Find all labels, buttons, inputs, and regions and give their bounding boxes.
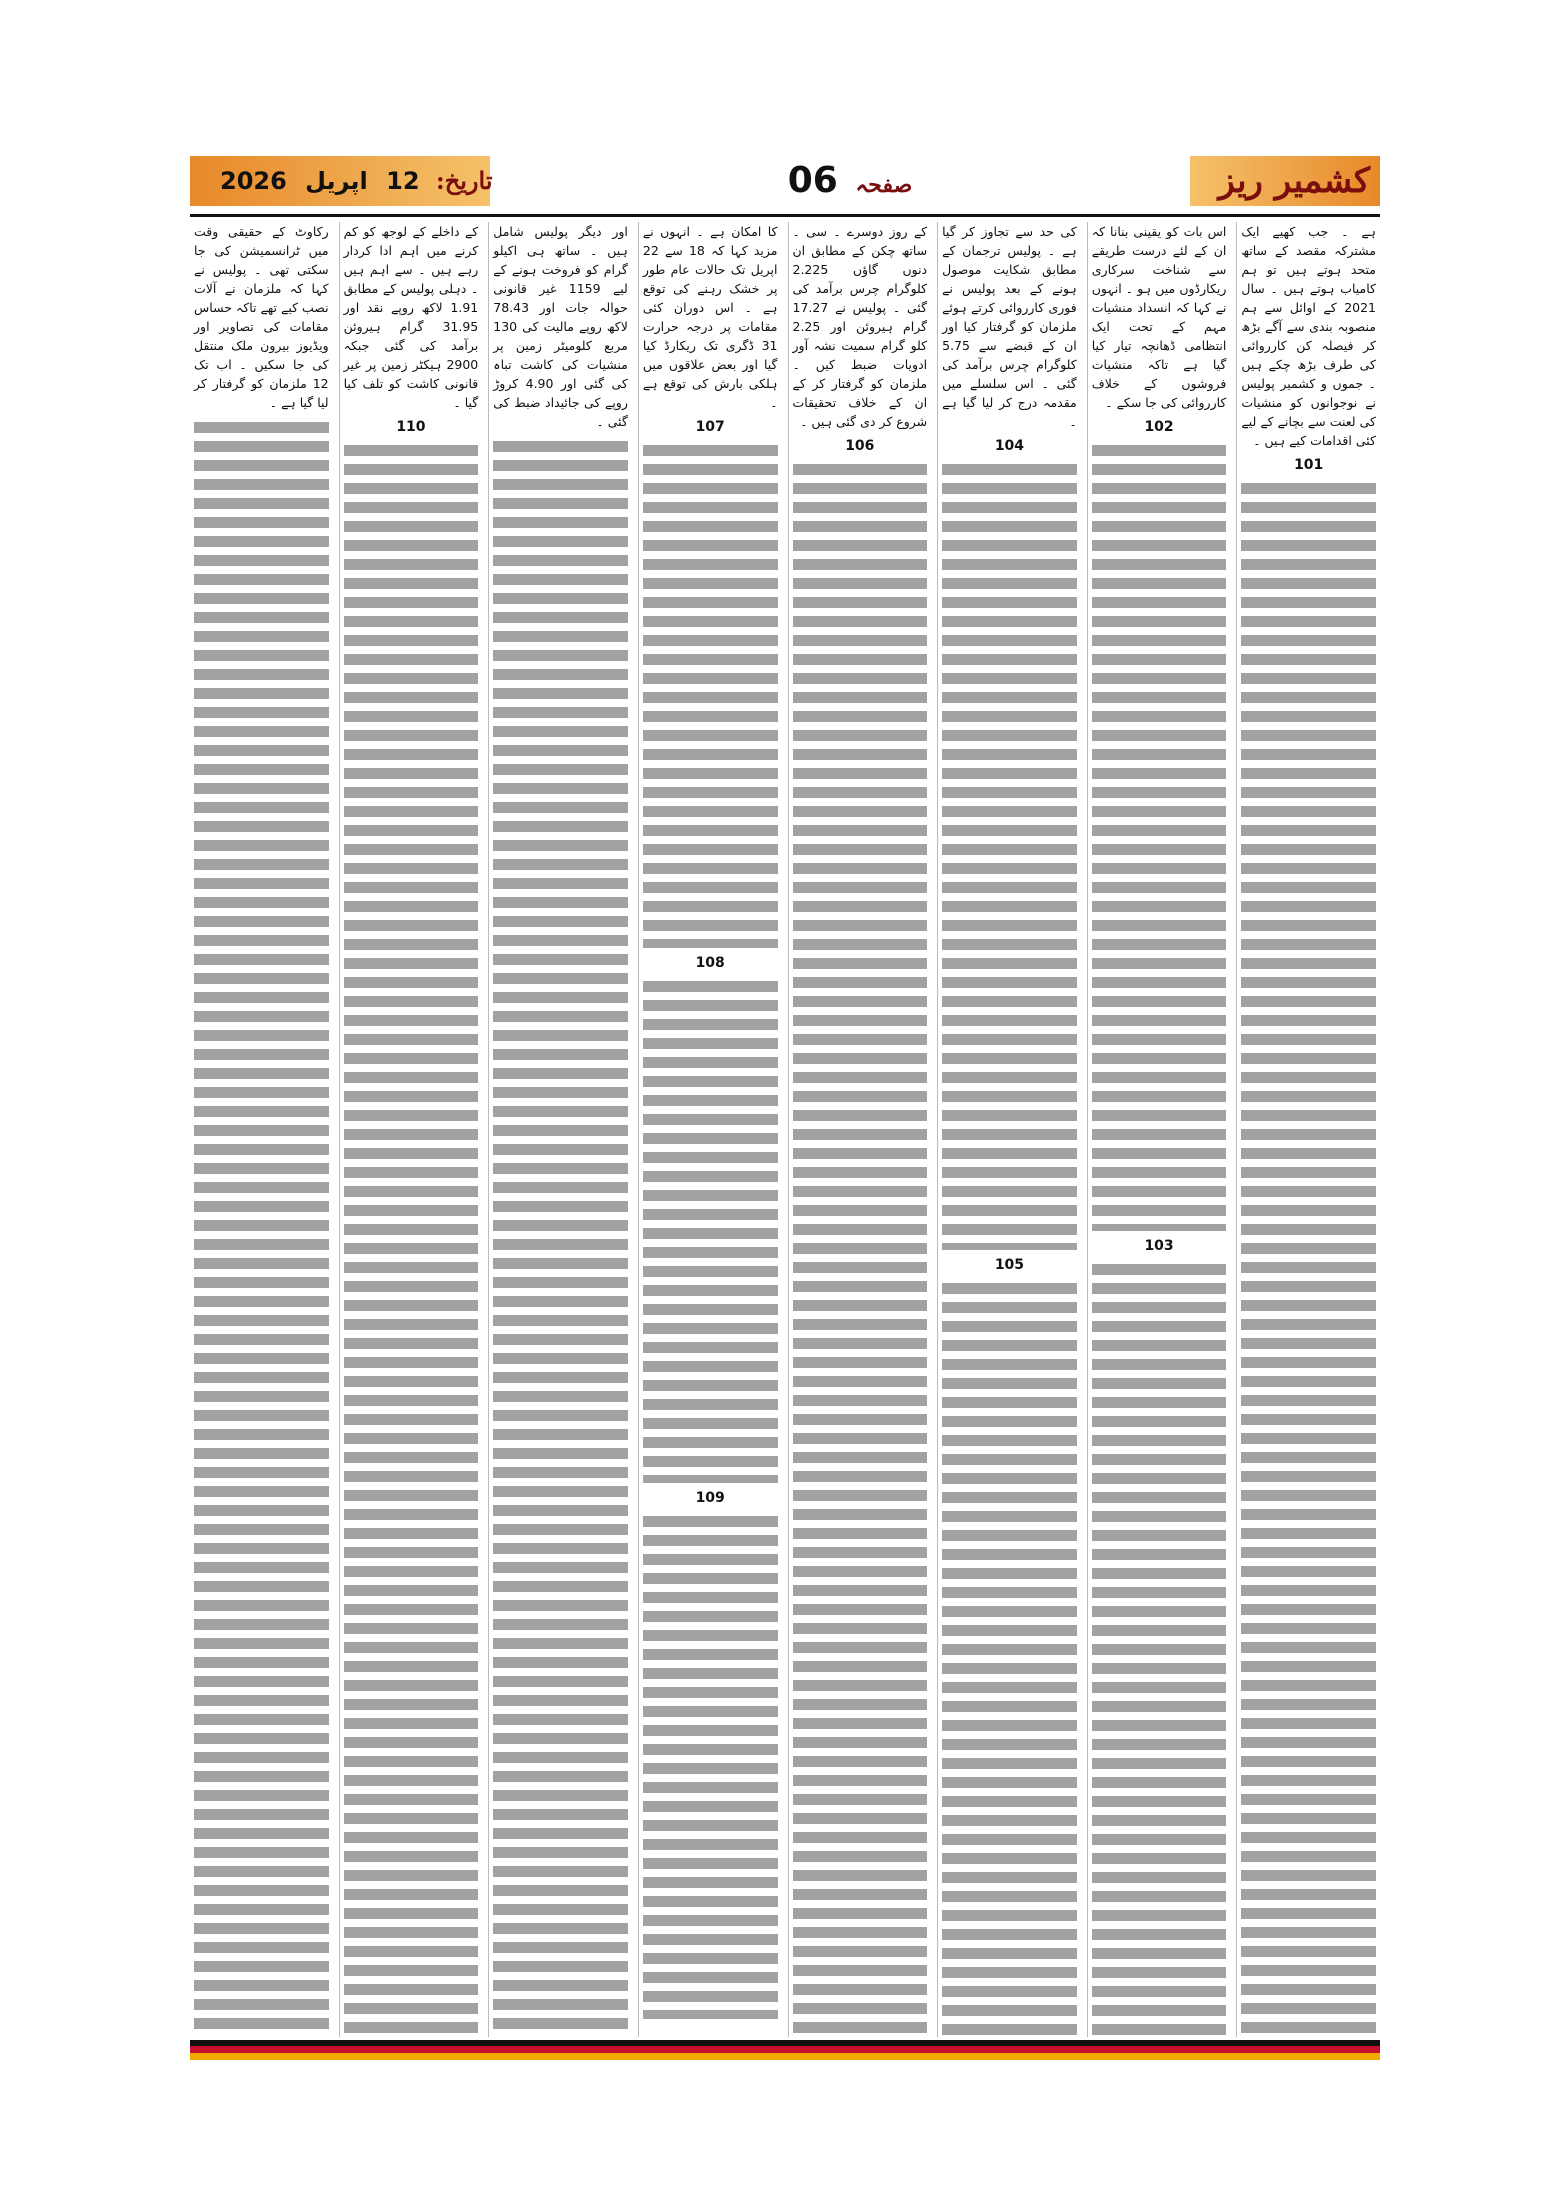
story-number: 108 [695, 954, 725, 971]
date-year: 2026 [220, 167, 287, 195]
column-text: رکاوٹ کے حقیقی وقت میں ٹرانسمیشن کی جا سکتی تھی ۔ پولیس نے کہا کہ ملزمان نے آلات نصب کیے تھے تاکہ حساس مقامات کی تصاویر اور ویڈیوز بیرون ملک منتقل کی جا سکیں ۔ اب تک 12 ملزمان کو گرفتار کر لیا گیا ہے ۔ [194, 224, 329, 410]
news-column [638, 222, 782, 2037]
body-text-block [344, 441, 479, 2037]
page-number-label [750, 156, 950, 206]
column-text: اور دیگر پولیس شامل ہیں ۔ ساتھ ہی اکیلو گرام کو فروخت ہونے کے لیے 1159 غیر قانونی حوالہ جات اور 78.43 لاکھ روپے مالیت کی 130 مربع کلومیٹر زمین پر منشیات کی کاشت تباہ کی گئی اور 4.90 کروڑ روپے کی جائیداد ضبط کی گئی ۔ [493, 224, 628, 429]
column-text: کا امکان ہے ۔ انہوں نے مزید کہا کہ 18 سے 22 اپریل تک حالات عام طور پر خشک رہنے کی توقع ہے ۔ اس دوران کئی مقامات پر درجہ حرارت 31 ڈگری تک ریکارڈ کیا گیا اور بعض علاقوں میں ہلکی بارش کی توقع ہے ۔ [642, 224, 778, 410]
news-column [937, 222, 1081, 2037]
body-text-block [493, 437, 628, 2037]
newspaper-title: کشمیر ریز [1218, 161, 1370, 201]
column-text: اس بات کو یقینی بنانا کہ ان کے لئے درست طریقے سے شناخت سرکاری ریکارڈوں میں ہو ۔ انہوں نے کہا کہ انسداد منشیات مہم کے تحت ایک انتظامی ڈھانچہ تیار کیا گیا ہے تاکہ منشیات فروشوں کے خلاف کارروائی کی جا سکے ۔ [1091, 224, 1227, 410]
page-word: صفحہ [855, 172, 913, 198]
news-column [488, 222, 632, 2037]
news-column [190, 222, 333, 2037]
story-number: 101 [1294, 457, 1324, 473]
news-column [788, 222, 932, 2037]
footer-band-gold [190, 2053, 1380, 2060]
date-label: تاریخ: [435, 166, 493, 195]
story-number: 107 [695, 419, 725, 435]
story-number: 105 [994, 1257, 1025, 1273]
column-text: کے روز دوسرے ۔ سی ۔ ساتھ چکن کے مطابق ان دنوں گاؤں 2.225 کلوگرام چرس برآمد کی گئی ۔ پولیس نے 17.27 گرام ہیروئن اور 2.25 کلو گرام سمیت نشہ آور ادویات ضبط کیں ۔ ملزمان کو گرفتار کر کے ان کے خلاف تحقیقات شروع کر دی گئی ہیں ۔ [792, 224, 928, 429]
body-text-block [1092, 441, 1227, 1231]
column-text: کے داخلے کے لوجھ کو کم کرنے میں اہم ادا کردار رہے ہیں ۔ سے اہم ہیں ۔ دہلی پولیس کے مطابق 1.91 لاکھ روپے نقد اور 31.95 گرام ہیروئن برآمد کی گئی جبکہ 2900 ہیکٹر زمین پر غیر قانونی کاشت کو تلف کیا گیا ۔ [343, 224, 479, 410]
news-column [339, 222, 483, 2037]
story-number: 109 [695, 1490, 725, 1507]
masthead [190, 148, 1380, 217]
body-text-block [1241, 479, 1376, 2037]
body-text-block [942, 1279, 1077, 2037]
story-number: 104 [994, 438, 1025, 454]
date-day: 12 [386, 167, 420, 195]
body-text-block [793, 460, 928, 2037]
page-number: 06 [787, 160, 838, 201]
news-column [1087, 222, 1231, 2037]
date-month: اپریل [305, 167, 368, 195]
body-text-block [942, 460, 1077, 1250]
story-number: 110 [396, 419, 426, 435]
issue-date [210, 156, 570, 206]
story-number: 106 [845, 438, 875, 454]
news-column [1236, 222, 1380, 2037]
body-text-block [643, 977, 778, 1484]
article-columns [190, 222, 1380, 2037]
body-text-block [643, 1512, 778, 2019]
column-text: کی حد سے تجاوز کر گیا ہے ۔ پولیس ترجمان کے مطابق شکایت موصول ہونے کے بعد پولیس نے فوری کارروائی کرتے ہوئے ملزمان کو گرفتار کیا اور ان کے قبضے سے 5.75 کلوگرام چرس برآمد کی گئی ۔ اس سلسلے میں مقدمہ درج کر لیا گیا ہے ۔ [942, 224, 1077, 429]
body-text-block [194, 418, 329, 2037]
story-number: 102 [1144, 419, 1174, 435]
story-number: 103 [1144, 1238, 1174, 1254]
column-text: ہے ۔ جب کھیے ایک مشترکہ مقصد کے ساتھ متحد ہوتے ہیں تو ہم کامیاب ہوتے ہیں ۔ سال 2021 کے اوائل سے ہم منصوبہ بندی سے آگے بڑھ کر فیصلہ کن کارروائی کی طرف بڑھ چکے ہیں ۔ جموں و کشمیر پولیس نے نوجوانوں کو منشیات کی لعنت سے بچانے کے لیے کئی اقدامات کیے ہیں ۔ [1241, 224, 1376, 448]
footer-band-red [190, 2046, 1380, 2053]
body-text-block [1092, 1260, 1227, 2037]
body-text-block [643, 441, 778, 948]
